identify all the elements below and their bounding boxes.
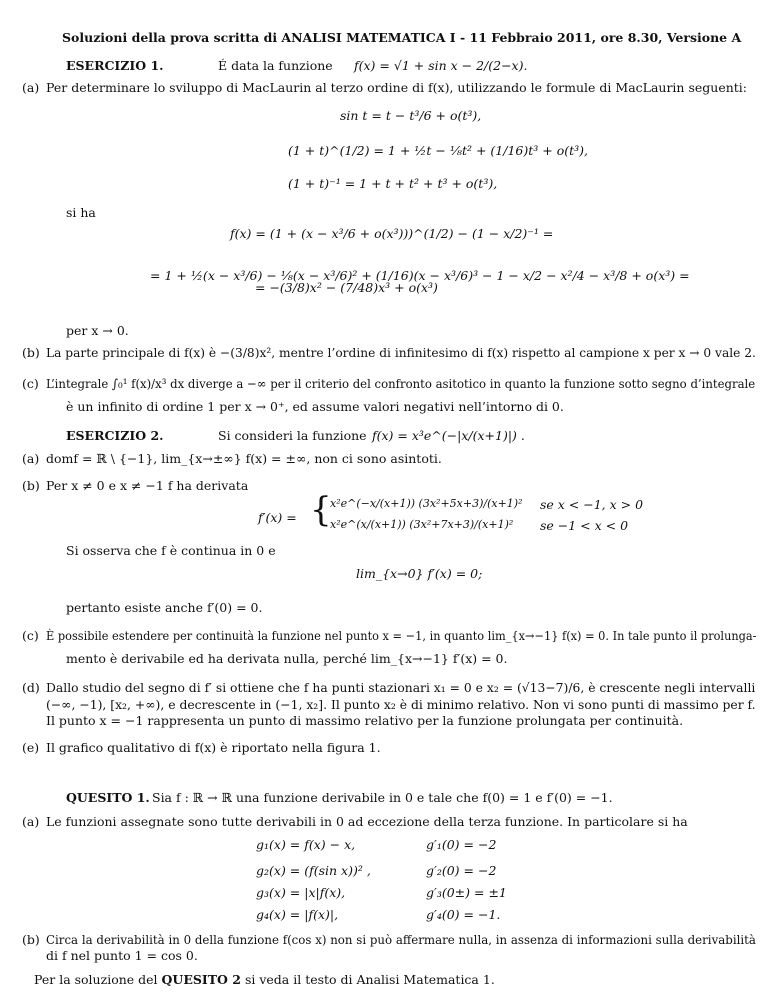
g4-def: g₄(x) = |f(x)|, [256, 907, 339, 922]
g3-def: g₃(x) = |x|f(x), [256, 885, 346, 900]
es1-c-label: (c) [22, 376, 39, 391]
q1-b-text-1: Circa la derivabilità in 0 della funzione f(cos x) non si può affermare nulla, in assenza di informazioni sulla derivabilità [46, 932, 756, 947]
g4-derivative: g′₄(0) = −1. [426, 907, 501, 922]
si-ha: si ha [66, 205, 96, 220]
derivative-lhs: f′(x) = [258, 510, 297, 525]
maclaurin-inverse: (1 + t)⁻¹ = 1 + t + t² + t³ + o(t³), [288, 176, 498, 191]
maclaurin-sqrt: (1 + t)^(1/2) = 1 + ½t − ⅛t² + (1/16)t³ + o(t³), [288, 143, 588, 158]
es2-c-label: (c) [22, 628, 39, 643]
es2-a-text: domf = ℝ \ {−1}, lim_{x→±∞} f(x) = ±∞, non ci sono asintoti. [46, 451, 442, 466]
es2-d-text-3: Il punto x = −1 rappresenta un punto di massimo relativo per la funzione prolungata per continuità. [46, 713, 684, 728]
exercise-1-label: ESERCIZIO 1. [66, 58, 164, 73]
es2-c-text-2: mento è derivabile ed ha derivata nulla, perché lim_{x→−1} f′(x) = 0. [66, 651, 508, 666]
q1-b-text-2: di f nel punto 1 = cos 0. [46, 948, 198, 963]
footer-pre: Per la soluzione del [34, 972, 158, 987]
es2-e-text: Il grafico qualitativo di f(x) è riportato nella figura 1. [46, 740, 381, 755]
es2-d-label: (d) [22, 680, 40, 695]
es2-c-text-1: È possibile estendere per continuità la funzione nel punto x = −1, in quanto lim_{x→−1} f(x) = 0. In tale punto il prolunga- [46, 628, 757, 643]
es2-d-text-1: Dallo studio del segno di f′ si ottiene che f ha punti stazionari x₁ = 0 e x₂ = (√13−7)/6, è crescente negli intervalli [46, 680, 756, 695]
q1-b-label: (b) [22, 932, 40, 947]
g2-def: g₂(x) = (f(sin x))² , [256, 863, 371, 878]
footer-bold: QUESITO 2 [161, 972, 241, 987]
exercise-1-function: f(x) = √1 + sin x − 2/(2−x). [354, 58, 528, 73]
footer-note [34, 972, 495, 987]
exercise-1-intro: É data la funzione [218, 58, 333, 73]
limit-derivative: lim_{x→0} f′(x) = 0; [356, 566, 483, 581]
derivative-case-1: x²e^(−x/(x+1)) (3x²+5x+3)/(x+1)² [330, 497, 523, 510]
es2-a-label: (a) [22, 451, 40, 466]
es1-a-text: Per determinare lo sviluppo di MacLaurin al terzo ordine di f(x), utilizzando le formule di MacLaurin seguenti: [46, 80, 747, 95]
es1-b-label: (b) [22, 345, 40, 360]
es2-b-text: Per x ≠ 0 e x ≠ −1 f ha derivata [46, 478, 249, 493]
es1-a-label: (a) [22, 80, 40, 95]
g1-def: g₁(x) = f(x) − x, [256, 837, 356, 852]
exercise-2-label: ESERCIZIO 2. [66, 428, 164, 443]
derivative-case-2: x²e^(x/(x+1)) (3x²+7x+3)/(x+1)² [330, 518, 514, 531]
es1-b-text: La parte principale di f(x) è −(3/8)x², mentre l’ordine di infinitesimo di f(x) rispetto al campione x per x → 0 vale 2. [46, 345, 756, 360]
g2-derivative: g′₂(0) = −2 [426, 863, 497, 878]
expansion-line-3: = −(3/8)x² − (7/48)x³ + o(x³) [255, 280, 438, 295]
exercise-2-function: f(x) = x³e^(−|x/(x+1)|) . [372, 428, 525, 443]
page-title: Soluzioni della prova scritta di ANALISI MATEMATICA I - 11 Febbraio 2011, ore 8.30, Versione A [62, 30, 742, 45]
maclaurin-sin: sin t = t − t³/6 + o(t³), [340, 108, 482, 123]
es1-c-text-2: è un infinito di ordine 1 per x → 0⁺, ed assume valori negativi nell’intorno di 0. [66, 399, 564, 414]
pertanto-note: pertanto esiste anche f′(0) = 0. [66, 600, 263, 615]
derivative-case-2-condition: se −1 < x < 0 [540, 518, 629, 533]
es2-d-text-2: (−∞, −1), [x₂, +∞), e decrescente in (−1, x₂]. Il punto x₂ è di minimo relativo. Non vi sono punti di massimo per f. [46, 697, 756, 712]
question-1-intro: Sia f : ℝ → ℝ una funzione derivabile in 0 e tale che f(0) = 1 e f′(0) = −1. [152, 790, 613, 805]
g1-derivative: g′₁(0) = −2 [426, 837, 497, 852]
q1-a-text: Le funzioni assegnate sono tutte derivabili in 0 ad eccezione della terza funzione. In particolare si ha [46, 814, 688, 829]
es2-b-label: (b) [22, 478, 40, 493]
g3-derivative: g′₃(0±) = ±1 [426, 885, 507, 900]
question-1-label: QUESITO 1. [66, 790, 150, 805]
es2-e-label: (e) [22, 740, 40, 755]
es1-c-text-1: L’integrale ∫₀¹ f(x)/x³ dx diverge a −∞ per il criterio del confronto asitotico in quanto la funzione sotto segno d’integrale [46, 376, 756, 391]
continuity-note: Si osserva che f è continua in 0 e [66, 543, 276, 558]
derivative-case-1-condition: se x < −1, x > 0 [540, 497, 644, 512]
expansion-line-1: f(x) = (1 + (x − x³/6 + o(x³)))^(1/2) − (1 − x/2)⁻¹ = [230, 226, 554, 241]
per-x-to-0: per x → 0. [66, 323, 129, 338]
q1-a-label: (a) [22, 814, 40, 829]
expansion-line-2: = 1 + ½(x − x³/6) − ⅛(x − x³/6)² + (1/16)(x − x³/6)³ − 1 − x/2 − x²/4 − x³/8 + o(x³) = [150, 268, 690, 283]
footer-post: si veda il testo di Analisi Matematica 1. [244, 972, 495, 987]
exercise-2-intro: Si consideri la funzione [218, 428, 367, 443]
case-brace: { [310, 490, 332, 530]
